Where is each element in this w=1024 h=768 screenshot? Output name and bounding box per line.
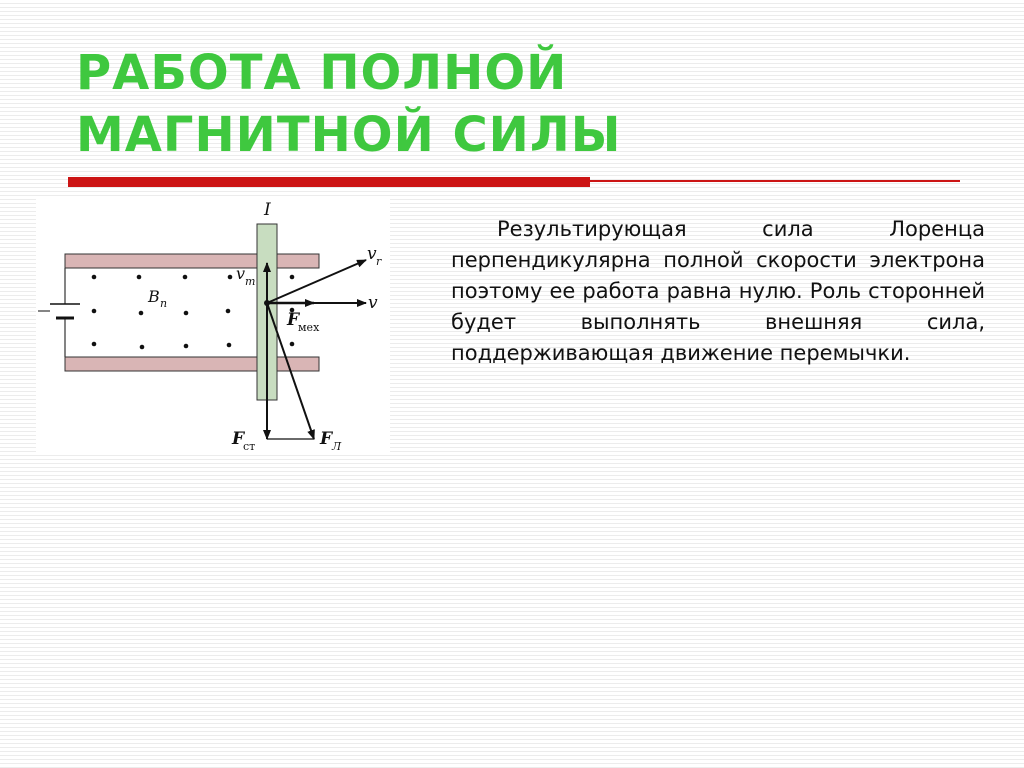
label-fst: F	[232, 429, 245, 449]
title-line-1: РАБОТА ПОЛНОЙ	[76, 45, 568, 101]
label-vm: v	[236, 264, 246, 283]
label-current: I	[264, 200, 271, 220]
label-vm-sub: m	[245, 275, 256, 288]
label-fl-sub: Л	[332, 440, 342, 453]
label-v: v	[368, 293, 378, 313]
slide-title	[76, 42, 621, 166]
label-bn: B	[148, 287, 160, 306]
top-rail	[65, 254, 319, 268]
label-vr-sub: r	[376, 255, 382, 268]
label-fmex-sub: мех	[298, 321, 320, 334]
diagram-svg	[36, 197, 390, 455]
bottom-rail	[65, 357, 319, 371]
physics-diagram	[36, 197, 390, 455]
label-fmex: F	[287, 310, 300, 330]
title-underline-thin	[590, 180, 960, 182]
label-fl: F	[320, 429, 333, 449]
label-bn-sub: n	[160, 297, 168, 310]
title-underline-thick	[68, 177, 590, 187]
title-line-2: МАГНИТНОЙ СИЛЫ	[76, 107, 622, 163]
explanation-text: Результирующая сила Лоренца перпендикулярна полной скорости электрона поэтому ее работа равна нулю. Роль сторонней будет выполнять внешняя сила, поддерживающая движение перемычки.	[451, 217, 985, 365]
vector-origin	[264, 300, 270, 306]
label-vr: v	[367, 244, 377, 264]
label-fst-sub: ст	[243, 440, 256, 453]
